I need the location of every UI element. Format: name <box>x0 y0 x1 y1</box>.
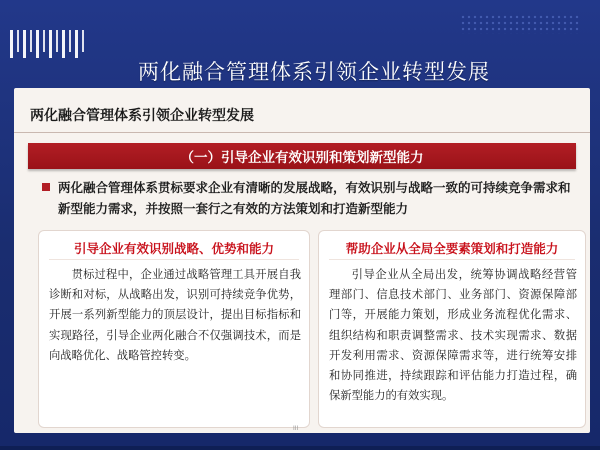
left-panel-body: 贯标过程中，企业通过战略管理工具开展自我诊断和对标，从战略出发，识别可持续竞争优势，开展一系列新型能力的顶层设计，提出目标指标和实现路径，引导企业两化融合不仅强调技术，而是向战略优化、战略管控转变。 <box>49 268 301 362</box>
section-banner <box>28 143 576 169</box>
right-panel <box>318 230 586 428</box>
title-divider <box>14 132 590 133</box>
left-panel-heading: 引导企业有效识别战略、优势和能力 <box>73 241 274 256</box>
bottom-border <box>0 446 600 450</box>
slide-title: 两化融合管理体系引领企业转型发展 <box>138 60 490 84</box>
card-title: 两化融合管理体系引领企业转型发展 <box>30 108 254 124</box>
left-panel-divider <box>49 259 299 260</box>
bullet-paragraph <box>46 177 576 219</box>
right-panel-body: 引导企业从全局出发，统筹协调战略经营管理部门、信息技术部门、业务部门、资源保障部门等，开展能力策划，形成业务流程优化需求、组织结构和职责调整需求、技术实现需求、数据开发利用需求、资源保障需求等，进行统筹安排和协同推进，持续跟踪和评估能力打造过程，确保新型能力的有效实现。 <box>329 268 577 403</box>
content-card <box>14 88 590 433</box>
decorative-stripes <box>10 30 84 60</box>
right-panel-divider <box>329 259 575 260</box>
left-panel <box>38 230 310 428</box>
section-banner-text: （一）引导企业有效识别和策划新型能力 <box>180 150 424 166</box>
bullet-text: 两化融合管理体系贯标要求企业有清晰的发展战略，有效识别与战略一致的可持续竞争需求和新型能力需求，并按照一套行之有效的方法策划和打造新型能力 <box>58 180 571 216</box>
page-marker: III <box>293 425 299 432</box>
decorative-dot-pattern <box>460 14 580 34</box>
right-panel-heading: 帮助企业从全局全要素策划和打造能力 <box>345 241 559 256</box>
